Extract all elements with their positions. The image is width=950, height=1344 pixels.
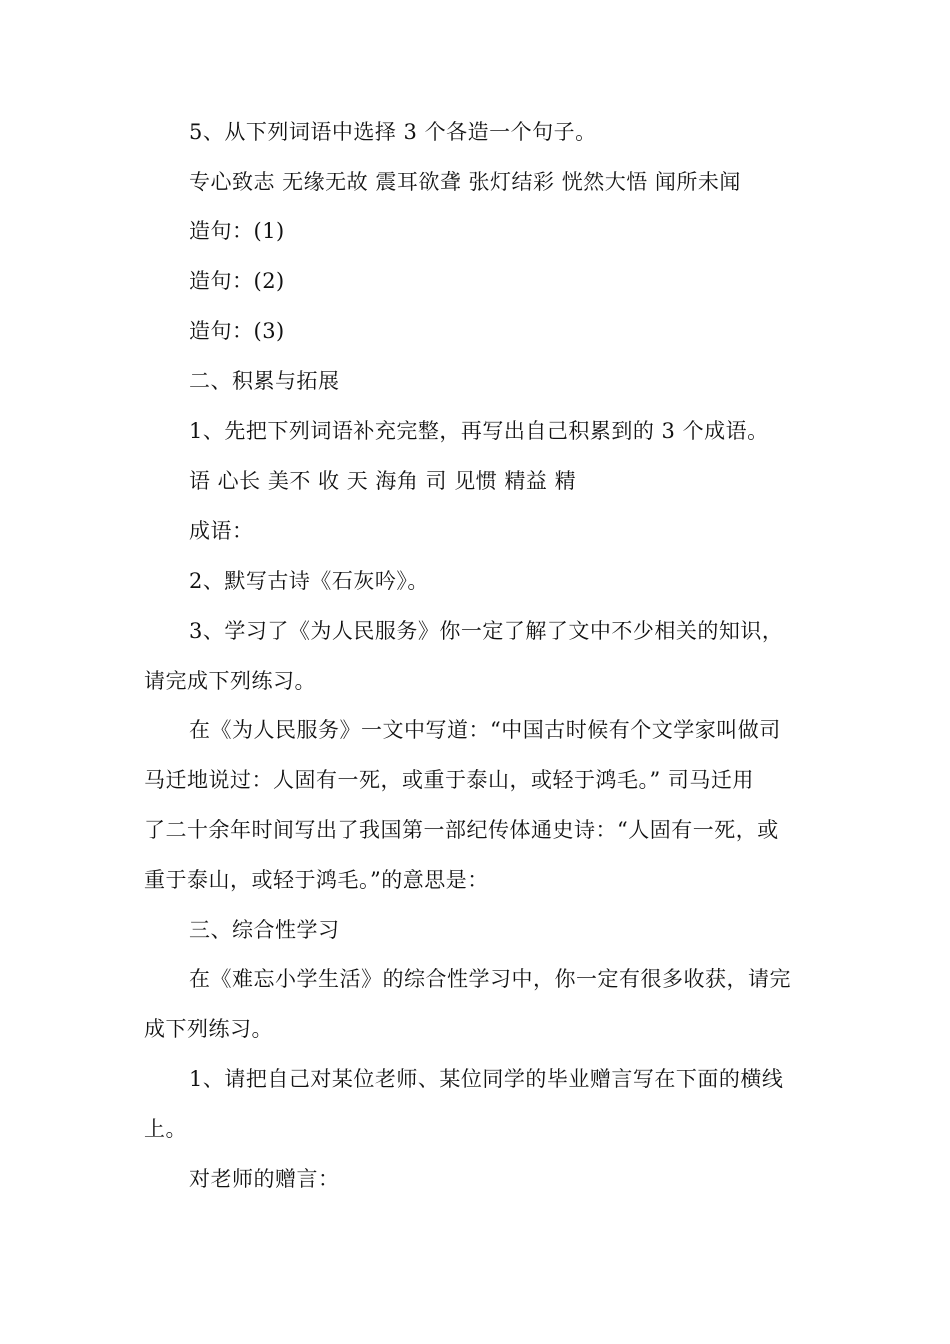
section-3-heading: 三、综合性学习 bbox=[189, 918, 340, 942]
question-2-1-instruction: 1、先把下列词语补充完整，再写出自己积累到的 3 个成语。 bbox=[189, 419, 769, 443]
word-list: 专心致志 无缘无故 震耳欲聋 张灯结彩 恍然大悟 闻所未闻 bbox=[189, 170, 741, 194]
idiom-answer-label: 成语： bbox=[189, 519, 254, 543]
section-3-intro-line-1: 在《难忘小学生活》的综合性学习中，你一定有很多收获，请完 bbox=[189, 967, 791, 991]
section-3-intro-line-2: 成下列练习。 bbox=[144, 1017, 273, 1041]
sentence-prompt-1: 造句：(1) bbox=[189, 219, 285, 243]
question-2-3-line-2: 请完成下列练习。 bbox=[144, 669, 316, 693]
passage-line-4: 重于泰山，或轻于鸿毛。”的意思是： bbox=[144, 868, 489, 892]
question-3-1-line-2: 上。 bbox=[144, 1117, 187, 1141]
passage-line-1: 在《为人民服务》一文中写道：“中国古时候有个文学家叫做司 bbox=[189, 718, 781, 742]
sentence-prompt-2: 造句：(2) bbox=[189, 269, 285, 293]
question-5-instruction: 5、从下列词语中选择 3 个各造一个句子。 bbox=[189, 120, 597, 144]
section-2-heading: 二、积累与拓展 bbox=[189, 369, 340, 393]
passage-line-2: 马迁地说过：人固有一死，或重于泰山，或轻于鸿毛。” 司马迁用 bbox=[144, 768, 754, 792]
teacher-message-label: 对老师的赠言： bbox=[189, 1167, 340, 1191]
question-2-3-line-1: 3、学习了《为人民服务》你一定了解了文中不少相关的知识， bbox=[189, 619, 784, 643]
question-2-2-instruction: 2、默写古诗《石灰吟》。 bbox=[189, 569, 429, 593]
idiom-fill-list: 语 心长 美不 收 天 海角 司 见惯 精益 精 bbox=[189, 469, 577, 493]
question-3-1-line-1: 1、请把自己对某位老师、某位同学的毕业赠言写在下面的横线 bbox=[189, 1067, 784, 1091]
passage-line-3: 了二十余年时间写出了我国第一部纪传体通史诗：“人固有一死，或 bbox=[144, 818, 779, 842]
sentence-prompt-3: 造句：(3) bbox=[189, 319, 285, 343]
